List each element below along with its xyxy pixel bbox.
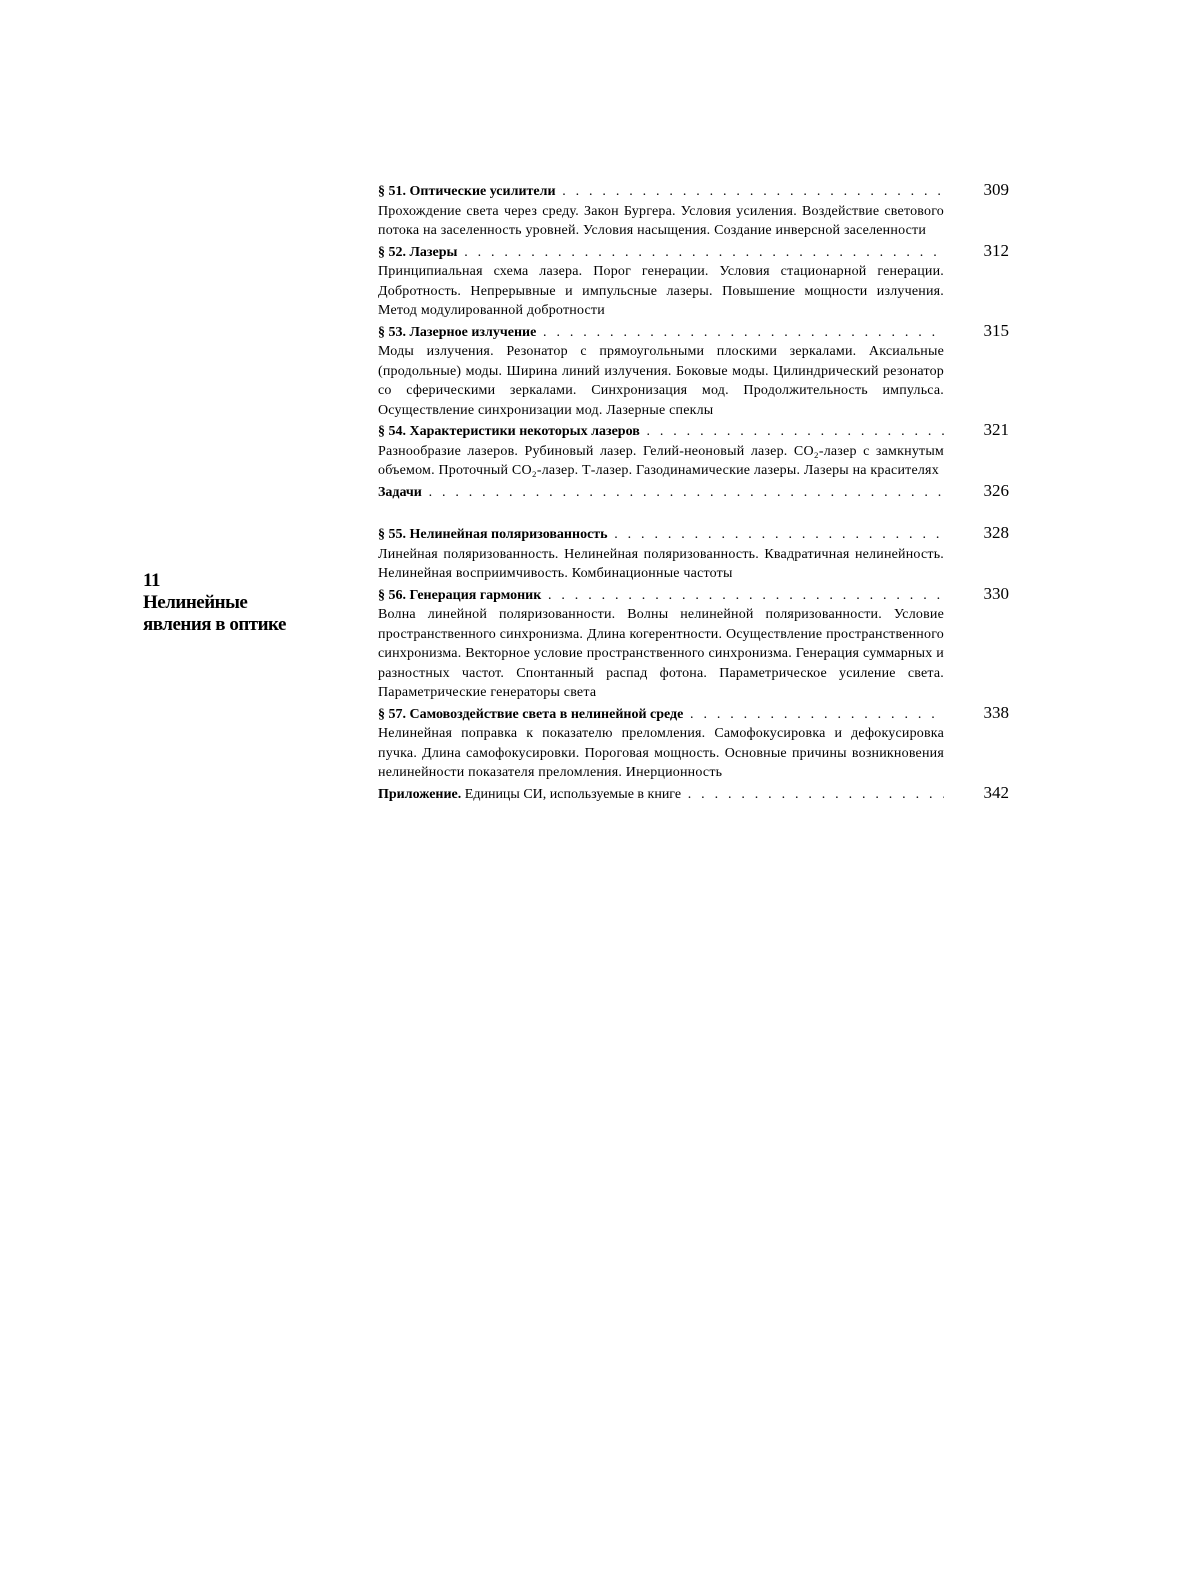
toc-page-number: 321 xyxy=(983,420,1009,439)
toc-section-description: Волна линейной поляризованности. Волны нелинейной поляризованности. Условие пространственного синхронизма. Длина когерентности. Осуществление пространственного синхронизма. Векторное условие пространственного синхронизма. Генерация суммарных и разностных частот. Спонтанный распад фотона. Параметрическое усиление света. Параметрические генераторы света xyxy=(378,607,944,700)
toc-section-number: Приложение. xyxy=(378,786,462,802)
toc-page-number: 326 xyxy=(983,480,1009,500)
toc-section-description: Прохождение света через среду. Закон Бургера. Условия усиления. Воздействие светового потока на заселенность уровней. Условия насыщения. Создание инверсной заселенности xyxy=(378,203,944,238)
toc-entry-54 xyxy=(378,420,1012,481)
toc-section-number: § 56. xyxy=(378,587,406,603)
toc-section-number: § 53. xyxy=(378,324,406,340)
toc-page-number: 309 xyxy=(983,180,1009,199)
chapter-title: Нелинейные явления в оптике xyxy=(143,592,286,635)
toc-section-title[interactable]: Лазеры xyxy=(409,244,458,260)
table-of-contents xyxy=(378,180,1012,804)
toc-section-title[interactable]: Оптические усилители xyxy=(409,184,556,199)
toc-section-title[interactable]: Лазерное излучение xyxy=(409,324,537,340)
toc-section-title[interactable]: Задачи xyxy=(378,484,422,500)
toc-section-title[interactable]: Единицы СИ, используемые в книге xyxy=(464,786,682,802)
chapter-label xyxy=(143,570,303,636)
toc-page-number: 312 xyxy=(983,240,1009,260)
toc-entry-appendix xyxy=(378,783,1012,805)
toc-entry-53 xyxy=(378,321,1012,421)
toc-section-title[interactable]: Генерация гармоник xyxy=(409,587,542,603)
toc-page-number: 328 xyxy=(983,523,1009,542)
toc-section-description: Принципиальная схема лазера. Порог генерации. Условия стационарной генерации. Добротность. Непрерывные и импульсные лазеры. Повышение мощности излучения. Метод модулированной добротности xyxy=(378,264,944,318)
toc-page-number: 338 xyxy=(983,702,1009,722)
toc-section-title[interactable]: Нелинейная поляризованность xyxy=(409,527,608,542)
toc-section-number: § 52. xyxy=(378,244,406,260)
toc-entry-problems xyxy=(378,481,1012,503)
toc-section-number: § 57. xyxy=(378,706,406,722)
toc-section-title[interactable]: Характеристики некоторых лазеров xyxy=(409,424,640,439)
toc-page-number: 330 xyxy=(983,583,1009,603)
toc-section-description: Разнообразие лазеров. Рубиновый лазер. Гелий-неоновый лазер. CO₂-лазер с замкнутым объемом. Проточный CO₂-лазер. Т-лазер. Газодинамические лазеры. Лазеры на красителях xyxy=(378,443,944,478)
toc-entry-52 xyxy=(378,241,1012,321)
toc-section-title[interactable]: Самовоздействие света в нелинейной среде xyxy=(409,706,684,722)
toc-section-description: Линейная поляризованность. Нелинейная поляризованность. Квадратичная нелинейность. Нелинейная восприимчивость. Комбинационные частоты xyxy=(378,546,944,581)
toc-section-number: § 55. xyxy=(378,527,406,542)
chapter-number: 11 xyxy=(143,570,160,591)
toc-entry-55 xyxy=(378,523,1012,584)
toc-page-number: 342 xyxy=(983,782,1009,802)
toc-page-number: 315 xyxy=(983,320,1009,340)
toc-entry-57 xyxy=(378,703,1012,783)
toc-section-description: Моды излучения. Резонатор с прямоугольными плоскими зеркалами. Аксиальные (продольные) моды. Ширина линий излучения. Боковые моды. Цилиндрический резонатор со сферическими зеркалами. Синхронизация мод. Продолжительность импульса. Осуществление синхронизации мод. Лазерные спеклы xyxy=(378,344,944,418)
toc-section-description: Нелинейная поправка к показателю преломления. Самофокусировка и дефокусировка пучка. Длина самофокусировки. Пороговая мощность. Основные причины возникновения нелинейности показателя преломления. Инерционность xyxy=(378,726,944,780)
toc-section-number: § 54. xyxy=(378,424,406,439)
toc-entry-56 xyxy=(378,584,1012,703)
toc-entry-51 xyxy=(378,180,1012,241)
toc-section-number: § 51. xyxy=(378,184,406,199)
